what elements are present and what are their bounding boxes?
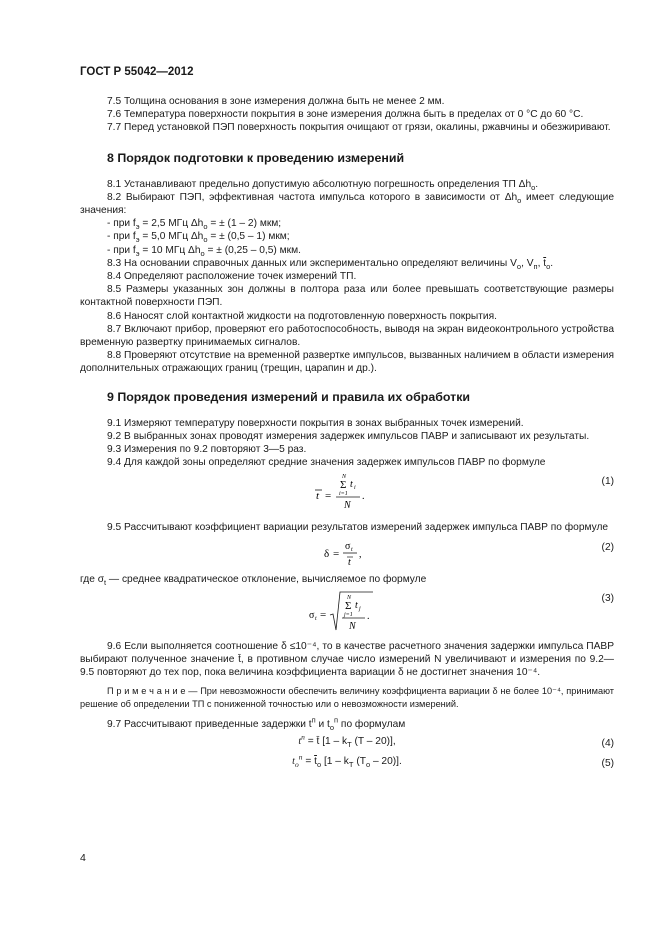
- formula-4: $t^п$ = t̄ [$1 - k_T$ (T – 20)], (4): [298, 732, 614, 750]
- svg-text:N: N: [349, 620, 356, 632]
- formula-2: [80, 537, 614, 571]
- para-7-7: 7.7 Перед установкой ПЭП поверхность покрытия очищают от грязи, окалины, ржавчины и обезжиривают.: [107, 122, 611, 134]
- list-item: - при $f_э = 10$ МГц $\Delta h_о$ = ± (0,25 – 0,5) мкм.: [107, 244, 301, 258]
- svg-text:t: t: [351, 546, 353, 553]
- page-number: 4: [80, 852, 86, 864]
- para-9-7: 9.7 Рассчитывают приведенные задержки $t^п$ и $t_о^п$ по формулам: [107, 715, 406, 732]
- para-8-6: 8.6 Наносят слой контактной жидкости на подготовленную поверхность покрытия.: [107, 310, 497, 322]
- para-7-5: 7.5 Толщина основания в зоне измерения должна быть не менее 2 мм.: [107, 96, 445, 107]
- section-8-title: 8 Порядок подготовки к проведению измерений: [107, 150, 405, 165]
- svg-text:i: i: [354, 485, 356, 492]
- page-header: ГОСТ Р 55042—2012: [80, 66, 194, 78]
- svg-text:t: t: [348, 556, 351, 568]
- svg-text:=: =: [333, 547, 340, 560]
- para-7-6: 7.6 Температура поверхности покрытия в зоне измерения должна быть в пределах от 0 °С до 60 °С.: [107, 109, 584, 121]
- para-sigma-def: где $\sigma_t$ — среднее квадратическое отклонение, вычисляемое по формуле: [80, 573, 427, 587]
- formula-number: (2): [601, 541, 614, 553]
- svg-text:Σ: Σ: [345, 599, 352, 612]
- para-9-2: 9.2 В выбранных зонах проводят измерения задержек импульсов ПАВР и записывают их результаты.: [107, 430, 590, 442]
- formula-5: $t_о^п = \overline{t}_о$ [$1 - k_T$ $(T_о - 20)$]. (5): [292, 752, 614, 770]
- svg-text:σ: σ: [309, 609, 315, 621]
- para-9-5: 9.5 Рассчитывают коэффициент вариации результатов измерений задержек импульса ПАВР по формуле: [107, 522, 609, 534]
- para-9-4: 9.4 Для каждой зоны определяют средние значения задержек импульсов ПАВР по формуле: [107, 457, 546, 469]
- formula-number: (1): [601, 476, 614, 488]
- para-9-6: 9.6 Если выполняется соотношение δ ≤10⁻⁴, то в качестве расчетного значения задержки импульса ПАВР выбирают полученное значение t̄, в противном случае число измерений N увеличивают и измерения по 9.2—9.5 повторяют до тех пор, пока величина коэффициента вариации δ не достигнет значения 10⁻⁴.: [80, 640, 614, 679]
- formula-number: (5): [601, 758, 614, 770]
- svg-text:t: t: [350, 479, 353, 491]
- svg-text:=: =: [325, 490, 332, 503]
- svg-text:N: N: [344, 500, 351, 512]
- svg-text:δ: δ: [324, 547, 330, 560]
- svg-text:j=1: j=1: [344, 611, 353, 618]
- para-8-2: 8.2 Выбирают ПЭП, эффективная частота импульса которого в зависимости от $\Delta h_о$ имеет следующие значения:: [80, 191, 614, 217]
- variation-formula: [322, 537, 372, 571]
- para-8-7: 8.7 Включают прибор, проверяют его работоспособность, выводя на экран видеоконтрольного устройства временную развертку принимаемых сигналов.: [80, 323, 614, 349]
- svg-text:N: N: [347, 594, 352, 601]
- para-8-5: 8.5 Размеры указанных зон должны в полтора раза или более превышать соответствующие размеры контактной поверхности ПЭП.: [80, 284, 614, 309]
- para-8-4: 8.4 Определяют расположение точек измерений ТП.: [107, 271, 357, 283]
- para-8-1: 8.1 Устанавливают предельно допустимую абсолютную погрешность определения ТП $\Delta h_о$.: [107, 178, 539, 192]
- svg-text:.: .: [362, 491, 365, 503]
- svg-text:t: t: [316, 490, 320, 503]
- std-deviation-formula: [307, 588, 387, 636]
- svg-text:Σ: Σ: [340, 479, 347, 492]
- svg-text:σ: σ: [345, 540, 351, 552]
- svg-text:N: N: [342, 474, 347, 481]
- svg-text:t: t: [355, 599, 358, 611]
- svg-text:,: ,: [359, 548, 362, 560]
- formula-3: [80, 588, 614, 636]
- page-content: [80, 95, 614, 773]
- svg-text:i=1: i=1: [339, 491, 348, 498]
- para-8-3: 8.3 На основании справочных данных или экспериментально определяют величины $V_о$, $V_п$, $\overline{t}_о$.: [107, 257, 554, 271]
- svg-text:.: .: [367, 610, 370, 622]
- formula-number: (4): [601, 738, 614, 750]
- para-8-8: 8.8 Проверяют отсутствие на временной развертке импульсов, вызванных наличием в области измерения дополнительных отражающих границ (трещин, царапин и др.).: [80, 350, 614, 375]
- list-item: - при $f_э = 5,0$ МГц $\Delta h_о$ = ± (0,5 – 1) мкм;: [107, 231, 290, 245]
- section-9-title: 9 Порядок проведения измерений и правила их обработки: [107, 389, 471, 404]
- svg-text:t: t: [315, 615, 317, 622]
- note: П р и м е ч а н и е — При невозможности обеспечить величину коэффициента вариации δ не более 10⁻⁴, принимают решение об определении ТП с пониженной точностью или о невозможности измерений.: [80, 686, 614, 709]
- para-9-1: 9.1 Измеряют температуру поверхности покрытия в зонах выбранных точек измерений.: [107, 417, 524, 429]
- svg-text:j: j: [359, 605, 361, 612]
- svg-text:=: =: [320, 608, 327, 621]
- list-item: - при $f_э = 2,5$ МГц $\Delta h_о$ = ± (1 – 2) мкм;: [107, 218, 282, 232]
- para-9-3: 9.3 Измерения по 9.2 повторяют 3—5 раз.: [107, 444, 307, 456]
- formula-number: (3): [601, 592, 614, 604]
- formula-1: [80, 471, 614, 517]
- mean-delay-formula: [312, 471, 382, 517]
